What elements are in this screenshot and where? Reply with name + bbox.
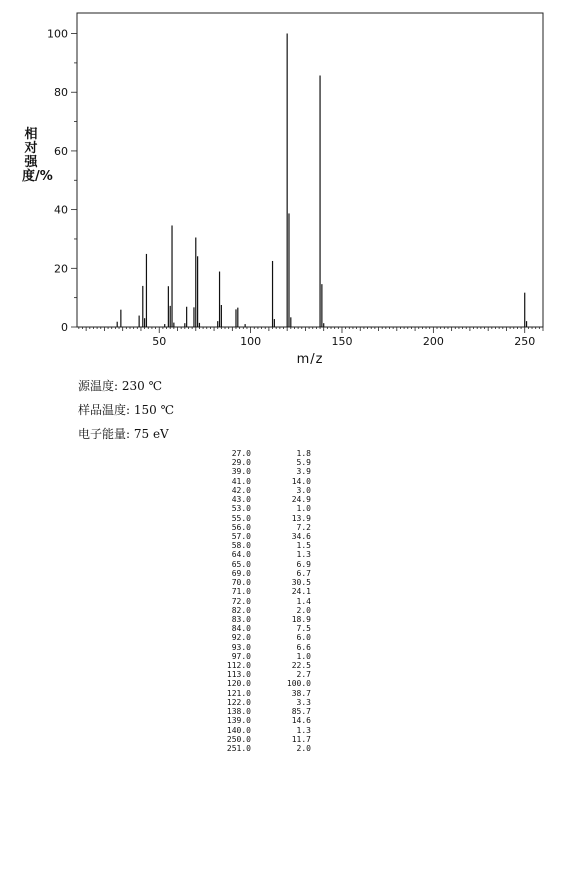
peak-intensity-value: 14.6 — [291, 716, 311, 726]
peak-intensity-value: 13.9 — [291, 513, 311, 523]
peak-intensity-value: 6.9 — [296, 559, 311, 569]
peak-intensity-value: 24.9 — [291, 495, 311, 505]
peak-intensity-value: 5.9 — [296, 458, 311, 468]
peak-mz-value: 93.0 — [231, 642, 251, 652]
peak-mz-value: 122.0 — [226, 697, 251, 707]
peak-table-row — [205, 458, 311, 467]
peak-table-row — [205, 523, 311, 532]
peak-table-row — [205, 633, 311, 642]
peak-table-row — [205, 569, 311, 578]
peak-mz-value: 83.0 — [231, 614, 251, 624]
peak-table-row — [205, 679, 311, 688]
peak-mz-value: 113.0 — [226, 670, 251, 680]
peak-intensity-value: 3.9 — [296, 467, 311, 477]
peak-intensity-value: 24.1 — [291, 587, 311, 597]
peak-table-row — [205, 624, 311, 633]
peak-table-row — [205, 744, 311, 753]
peak-table-row — [205, 578, 311, 587]
condition-electron-energy — [78, 422, 174, 446]
peak-intensity-value: 1.3 — [296, 725, 311, 735]
peak-intensity-value: 38.7 — [291, 688, 311, 698]
peak-intensity-value: 2.0 — [296, 605, 311, 615]
peak-mz-value: 57.0 — [231, 531, 251, 541]
peak-table-row — [205, 550, 311, 559]
peak-intensity-value: 18.9 — [291, 614, 311, 624]
x-tick-label: 50 — [152, 335, 167, 348]
peak-table-row — [205, 541, 311, 550]
peak-table-row — [205, 689, 311, 698]
condition-label: 电子能量: — [78, 427, 131, 441]
peak-intensity-value: 2.7 — [296, 670, 311, 680]
peak-table-row — [205, 532, 311, 541]
peak-intensity-value: 85.7 — [291, 707, 311, 717]
peak-table-row — [205, 661, 311, 670]
peak-intensity-value: 14.0 — [291, 476, 311, 486]
x-tick-label: 200 — [422, 335, 444, 348]
peak-mz-value: 120.0 — [226, 679, 251, 689]
y-tick-label: 100 — [47, 27, 68, 41]
peak-mz-value: 82.0 — [231, 605, 251, 615]
y-tick-label: 40 — [54, 203, 68, 217]
x-tick-label: 250 — [514, 335, 536, 348]
peak-table-row — [205, 652, 311, 661]
peak-intensity-value: 1.8 — [296, 449, 311, 458]
peak-mz-value: 65.0 — [231, 559, 251, 569]
peak-list-table — [205, 449, 311, 753]
peak-intensity-value: 100.0 — [286, 679, 311, 689]
peak-table-row — [205, 698, 311, 707]
y-tick-label: 0 — [61, 321, 68, 334]
peak-intensity-value: 11.7 — [291, 734, 311, 744]
peak-intensity-value: 30.5 — [291, 578, 311, 588]
peak-table-row — [205, 726, 311, 735]
peak-mz-value: 58.0 — [231, 541, 251, 551]
peak-mz-value: 53.0 — [231, 504, 251, 514]
peak-table-row — [205, 504, 311, 513]
mass-spectrum-chart — [0, 0, 570, 372]
y-tick-label: 80 — [54, 86, 68, 100]
peak-table-row — [205, 707, 311, 716]
peak-table-row — [205, 486, 311, 495]
peak-mz-value: 70.0 — [231, 578, 251, 588]
x-tick-label: 150 — [331, 335, 353, 348]
peak-mz-value: 27.0 — [231, 449, 251, 458]
x-axis-ticks — [79, 327, 543, 348]
peak-table-row — [205, 597, 311, 606]
peak-intensity-value: 6.0 — [296, 633, 311, 643]
peak-mz-value: 121.0 — [226, 688, 251, 698]
peak-mz-value: 251.0 — [226, 744, 251, 753]
condition-label: 源温度: — [78, 379, 119, 393]
condition-source-temperature — [78, 374, 174, 398]
peak-table-row — [205, 449, 311, 458]
x-axis-label: m/z — [296, 352, 324, 367]
condition-value: 75 eV — [133, 427, 169, 441]
peak-table-row — [205, 615, 311, 624]
peak-intensity-value: 2.0 — [296, 744, 311, 753]
peak-intensity-value: 34.6 — [291, 531, 311, 541]
peak-mz-value: 69.0 — [231, 568, 251, 578]
acquisition-conditions — [78, 374, 174, 446]
peak-intensity-value: 6.6 — [296, 642, 311, 652]
peak-mz-value: 41.0 — [231, 476, 251, 486]
y-tick-label: 20 — [54, 262, 68, 276]
peak-table-row — [205, 670, 311, 679]
condition-value: 230 ℃ — [121, 379, 163, 393]
peak-table-row — [205, 587, 311, 596]
peak-intensity-value: 1.0 — [296, 504, 311, 514]
peak-mz-value: 250.0 — [226, 734, 251, 744]
peak-mz-value: 42.0 — [231, 485, 251, 495]
peak-mz-value: 97.0 — [231, 651, 251, 661]
x-tick-label: 100 — [240, 335, 262, 348]
peak-intensity-value: 1.3 — [296, 550, 311, 560]
peak-intensity-value: 22.5 — [291, 661, 311, 671]
peak-table-row — [205, 467, 311, 476]
peak-mz-value: 29.0 — [231, 458, 251, 468]
peak-intensity-value: 1.0 — [296, 651, 311, 661]
peak-mz-value: 72.0 — [231, 596, 251, 606]
peak-table-row — [205, 735, 311, 744]
peak-table-row — [205, 495, 311, 504]
peak-mz-value: 140.0 — [226, 725, 251, 735]
peak-intensity-value: 1.5 — [296, 541, 311, 551]
spectrum-peaks — [117, 34, 526, 327]
peak-table-row — [205, 560, 311, 569]
condition-value: 150 ℃ — [133, 403, 175, 417]
peak-table-row — [205, 716, 311, 725]
peak-mz-value: 55.0 — [231, 513, 251, 523]
peak-intensity-value: 7.5 — [296, 624, 311, 634]
peak-intensity-value: 6.7 — [296, 568, 311, 578]
peak-mz-value: 92.0 — [231, 633, 251, 643]
peak-mz-value: 84.0 — [231, 624, 251, 634]
peak-mz-value: 71.0 — [231, 587, 251, 597]
peak-mz-value: 39.0 — [231, 467, 251, 477]
peak-mz-value: 139.0 — [226, 716, 251, 726]
peak-intensity-value: 7.2 — [296, 522, 311, 532]
condition-label: 样品温度: — [78, 403, 131, 417]
peak-mz-value: 56.0 — [231, 522, 251, 532]
peak-intensity-value: 3.0 — [296, 485, 311, 495]
y-tick-label: 60 — [54, 144, 68, 158]
peak-mz-value: 64.0 — [231, 550, 251, 560]
peak-table-row — [205, 643, 311, 652]
peak-table-row — [205, 514, 311, 523]
peak-table-row — [205, 477, 311, 486]
peak-intensity-value: 3.3 — [296, 697, 311, 707]
peak-mz-value: 138.0 — [226, 707, 251, 717]
peak-mz-value: 112.0 — [226, 661, 251, 671]
peak-intensity-value: 1.4 — [296, 596, 311, 606]
y-axis-label: 相对强度/% — [22, 127, 53, 184]
peak-mz-value: 43.0 — [231, 495, 251, 505]
condition-sample-temperature — [78, 398, 174, 422]
peak-table-row — [205, 606, 311, 615]
